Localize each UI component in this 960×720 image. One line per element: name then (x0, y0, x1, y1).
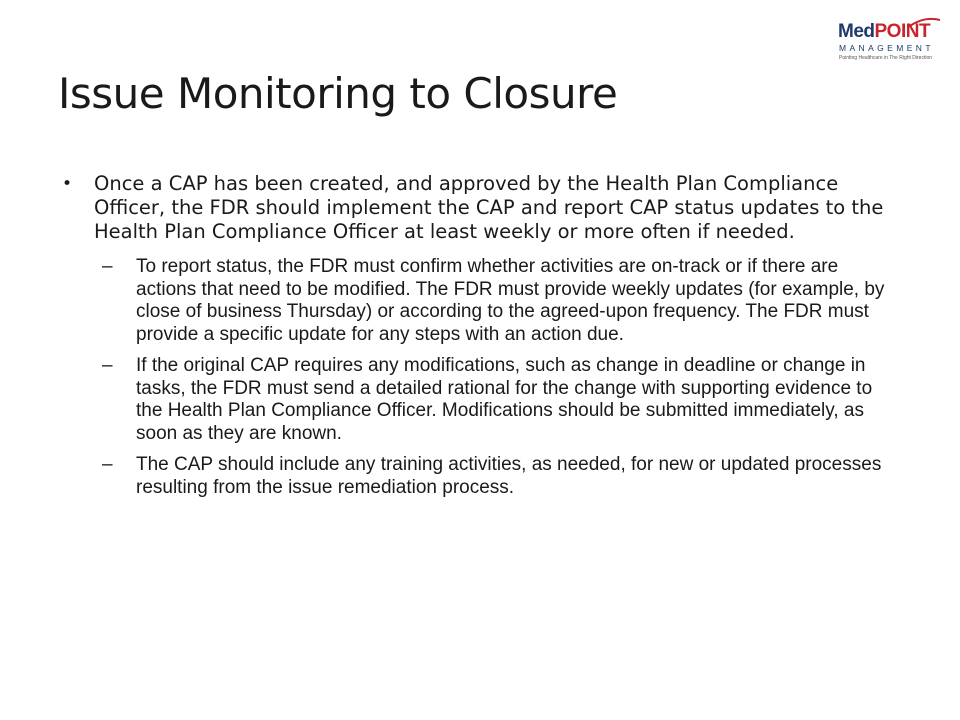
dash-marker: – (102, 355, 113, 376)
medpoint-logo (838, 22, 944, 68)
logo-wordmark (838, 22, 930, 42)
sub-bullet-list (62, 256, 902, 499)
logo-management-text: MANAGEMENT (839, 43, 934, 53)
logo-point-text: POINT (874, 21, 931, 42)
slide-body (62, 172, 902, 508)
logo-tagline: Pointing Healthcare in The Right Direction (839, 55, 933, 61)
sub-bullet-text: The CAP should include any training activities, as needed, for new or updated processes resulting from the issue remediation process. (136, 454, 882, 498)
bullet-marker: • (62, 174, 73, 194)
sub-bullet-item (62, 355, 902, 445)
sub-bullet-item (62, 256, 902, 346)
sub-bullet-item (62, 454, 902, 499)
dash-marker: – (102, 454, 113, 475)
sub-bullet-text: If the original CAP requires any modifications, such as change in deadline or change in tasks, the FDR must send a detailed rational for the change with supporting evidence to the Health Plan Compliance Officer. Modifications should be submitted immediately, as soon as they are known. (136, 355, 873, 444)
dash-marker: – (102, 256, 113, 277)
logo-med-text: Med (838, 21, 875, 42)
sub-bullet-text: To report status, the FDR must confirm whether activities are on-track or if there are actions that need to be modified. The FDR must provide weekly updates (for example, by close of business Thursday) or according to the agreed-upon frequency. The FDR must provide a specific update for any steps with an action due. (136, 256, 885, 345)
bullet-item (62, 172, 902, 244)
slide-title: Issue Monitoring to Closure (58, 69, 618, 118)
bullet-text: Once a CAP has been created, and approved by the Health Plan Compliance Officer, the FDR should implement the CAP and report CAP status updates to the Health Plan Compliance Officer at least weekly or more often if needed. (94, 172, 884, 243)
